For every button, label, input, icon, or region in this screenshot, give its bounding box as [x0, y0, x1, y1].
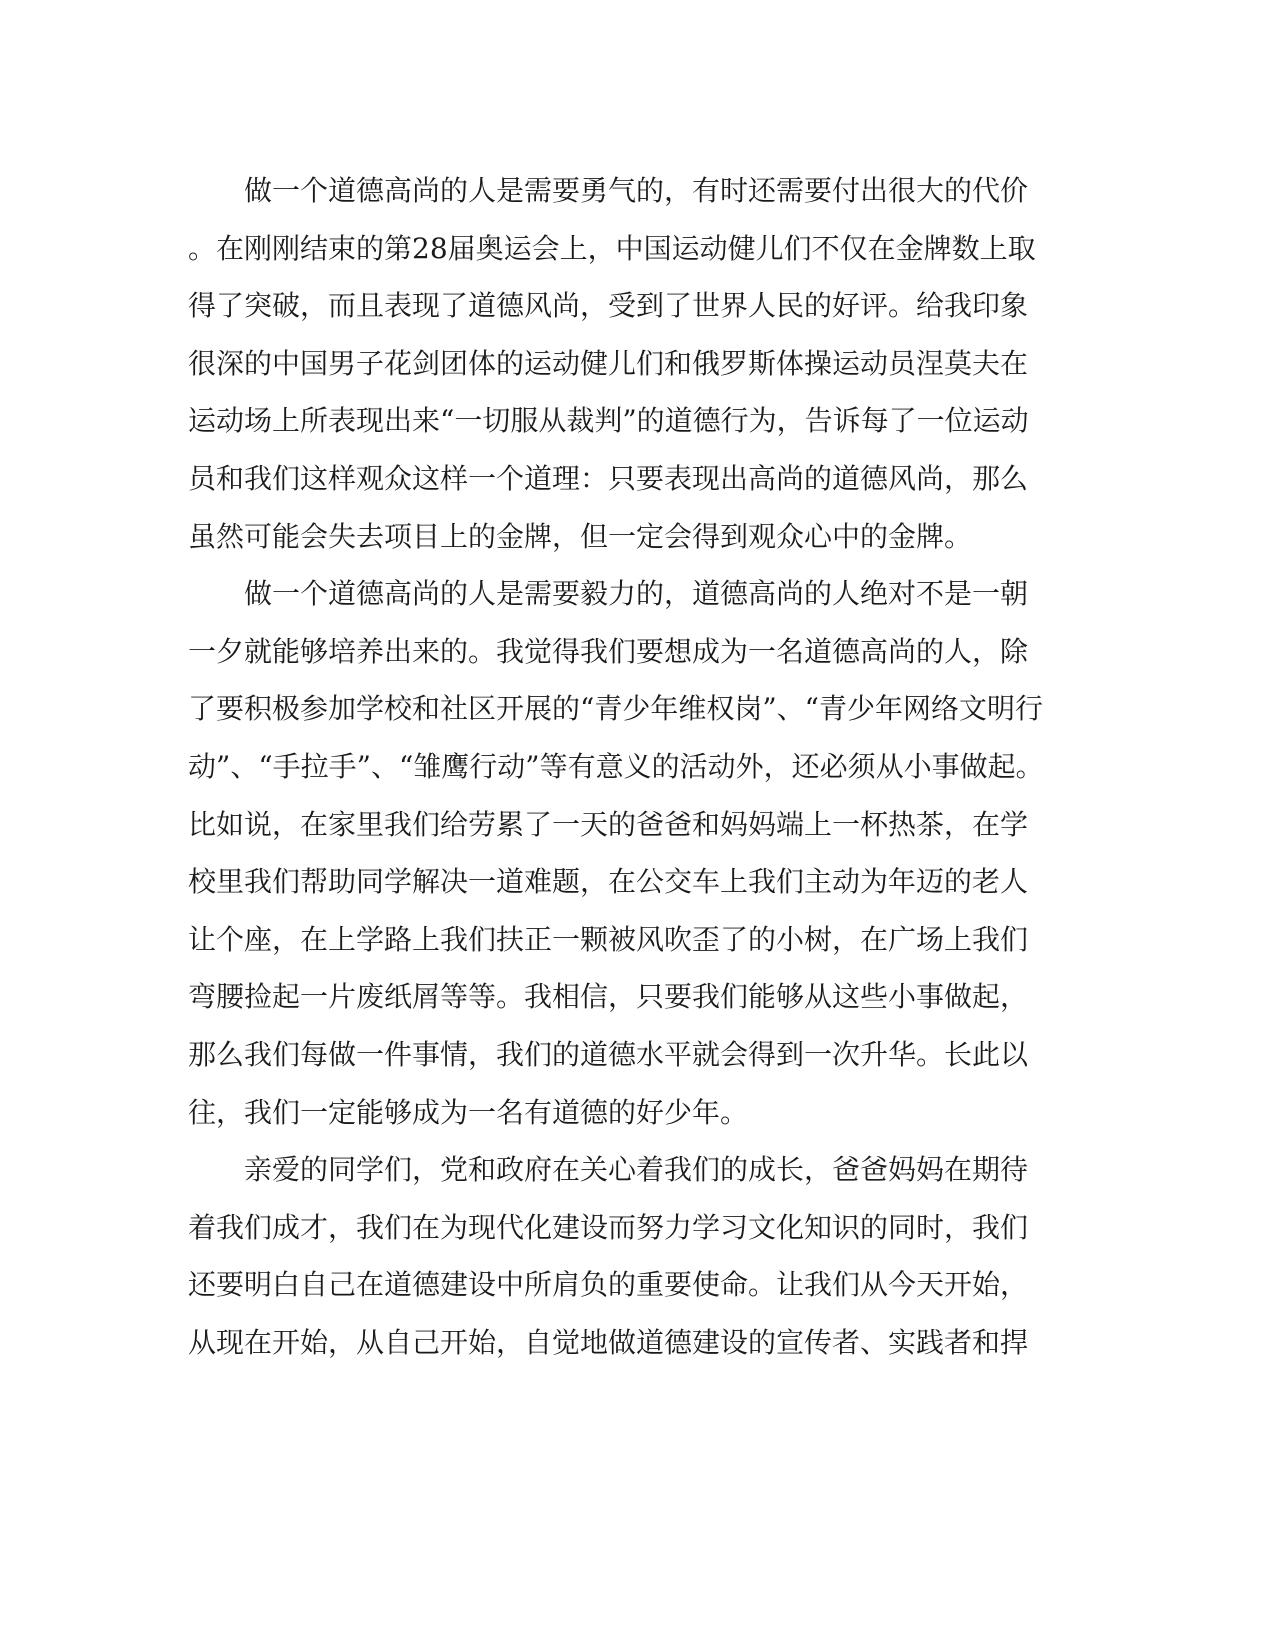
- text-line-content: 亲爱的同学们，党和政府在关心着我们的成长，爸爸妈妈在期待: [188, 1153, 1029, 1187]
- text-line: [188, 738, 1068, 796]
- text-line-content: 。在刚刚结束的第28届奥运会上，中国运动健儿们不仅在金牌数上取: [188, 231, 1036, 265]
- text-line-content: 很深的中国男子花剑团体的运动健儿们和俄罗斯体操运动员涅莫夫在: [188, 346, 1029, 380]
- text-line: [188, 162, 1068, 220]
- text-line-content: 做一个道德高尚的人是需要勇气的，有时还需要付出很大的代价: [188, 174, 1029, 207]
- text-line: [188, 1256, 1068, 1314]
- text-line-content: 虽然可能会失去项目上的金牌，但一定会得到观众心中的金牌。: [188, 519, 973, 553]
- text-line: [188, 335, 1068, 393]
- text-line: [188, 508, 1068, 566]
- text-line: [188, 1314, 1068, 1372]
- text-line-content: 着我们成才，我们在为现代化建设而努力学习文化知识的同时，我们: [188, 1210, 1029, 1244]
- text-line: [188, 1199, 1068, 1257]
- text-line: [188, 1141, 1068, 1199]
- text-line-content: 运动场上所表现出来“一切服从裁判”的道德行为，告诉每了一位运动: [188, 404, 1029, 438]
- text-line: [188, 1084, 1068, 1142]
- text-line: [188, 680, 1068, 738]
- text-line: [188, 623, 1068, 681]
- text-line: [188, 1026, 1068, 1084]
- text-line-content: 了要积极参加学校和社区开展的“青少年维权岗”、“青少年网络文明行: [188, 692, 1043, 726]
- text-line: [188, 968, 1068, 1026]
- text-line-content: 动”、“手拉手”、“雏鹰行动”等有意义的活动外，还必须从小事做起。: [188, 749, 1044, 783]
- text-line: [188, 277, 1068, 335]
- text-line-content: 做一个道德高尚的人是需要毅力的，道德高尚的人绝对不是一朝: [188, 577, 1029, 611]
- text-line: [188, 911, 1068, 969]
- text-line-content: 从现在开始，从自己开始，自觉地做道德建设的宣传者、实践者和捍: [188, 1325, 1029, 1359]
- text-line: [188, 220, 1068, 278]
- body-text: [188, 162, 1068, 1371]
- text-line: [188, 565, 1068, 623]
- text-line: [188, 853, 1068, 911]
- text-line-content: 那么我们每做一件事情，我们的道德水平就会得到一次升华。长此以: [188, 1037, 1029, 1071]
- text-line-content: 得了突破，而且表现了道德风尚，受到了世界人民的好评。给我印象: [188, 289, 1029, 323]
- text-line-content: 往，我们一定能够成为一名有道德的好少年。: [188, 1095, 749, 1129]
- text-line: [188, 392, 1068, 450]
- text-line-content: 还要明白自己在道德建设中所肩负的重要使命。让我们从今天开始，: [188, 1268, 1029, 1302]
- text-line-content: 一夕就能够培养出来的。我觉得我们要想成为一名道德高尚的人，除: [188, 634, 1029, 668]
- text-line-content: 弯腰捡起一片废纸屑等等。我相信，只要我们能够从这些小事做起，: [188, 980, 1029, 1014]
- text-line-content: 校里我们帮助同学解决一道难题，在公交车上我们主动为年迈的老人: [188, 865, 1029, 899]
- text-line: [188, 796, 1068, 854]
- text-line-content: 比如说，在家里我们给劳累了一天的爸爸和妈妈端上一杯热茶，在学: [188, 807, 1029, 841]
- text-line-content: 让个座，在上学路上我们扶正一颗被风吹歪了的小树，在广场上我们: [188, 922, 1029, 956]
- text-line-content: 员和我们这样观众这样一个道理：只要表现出高尚的道德风尚，那么: [188, 461, 1029, 495]
- text-line: [188, 450, 1068, 508]
